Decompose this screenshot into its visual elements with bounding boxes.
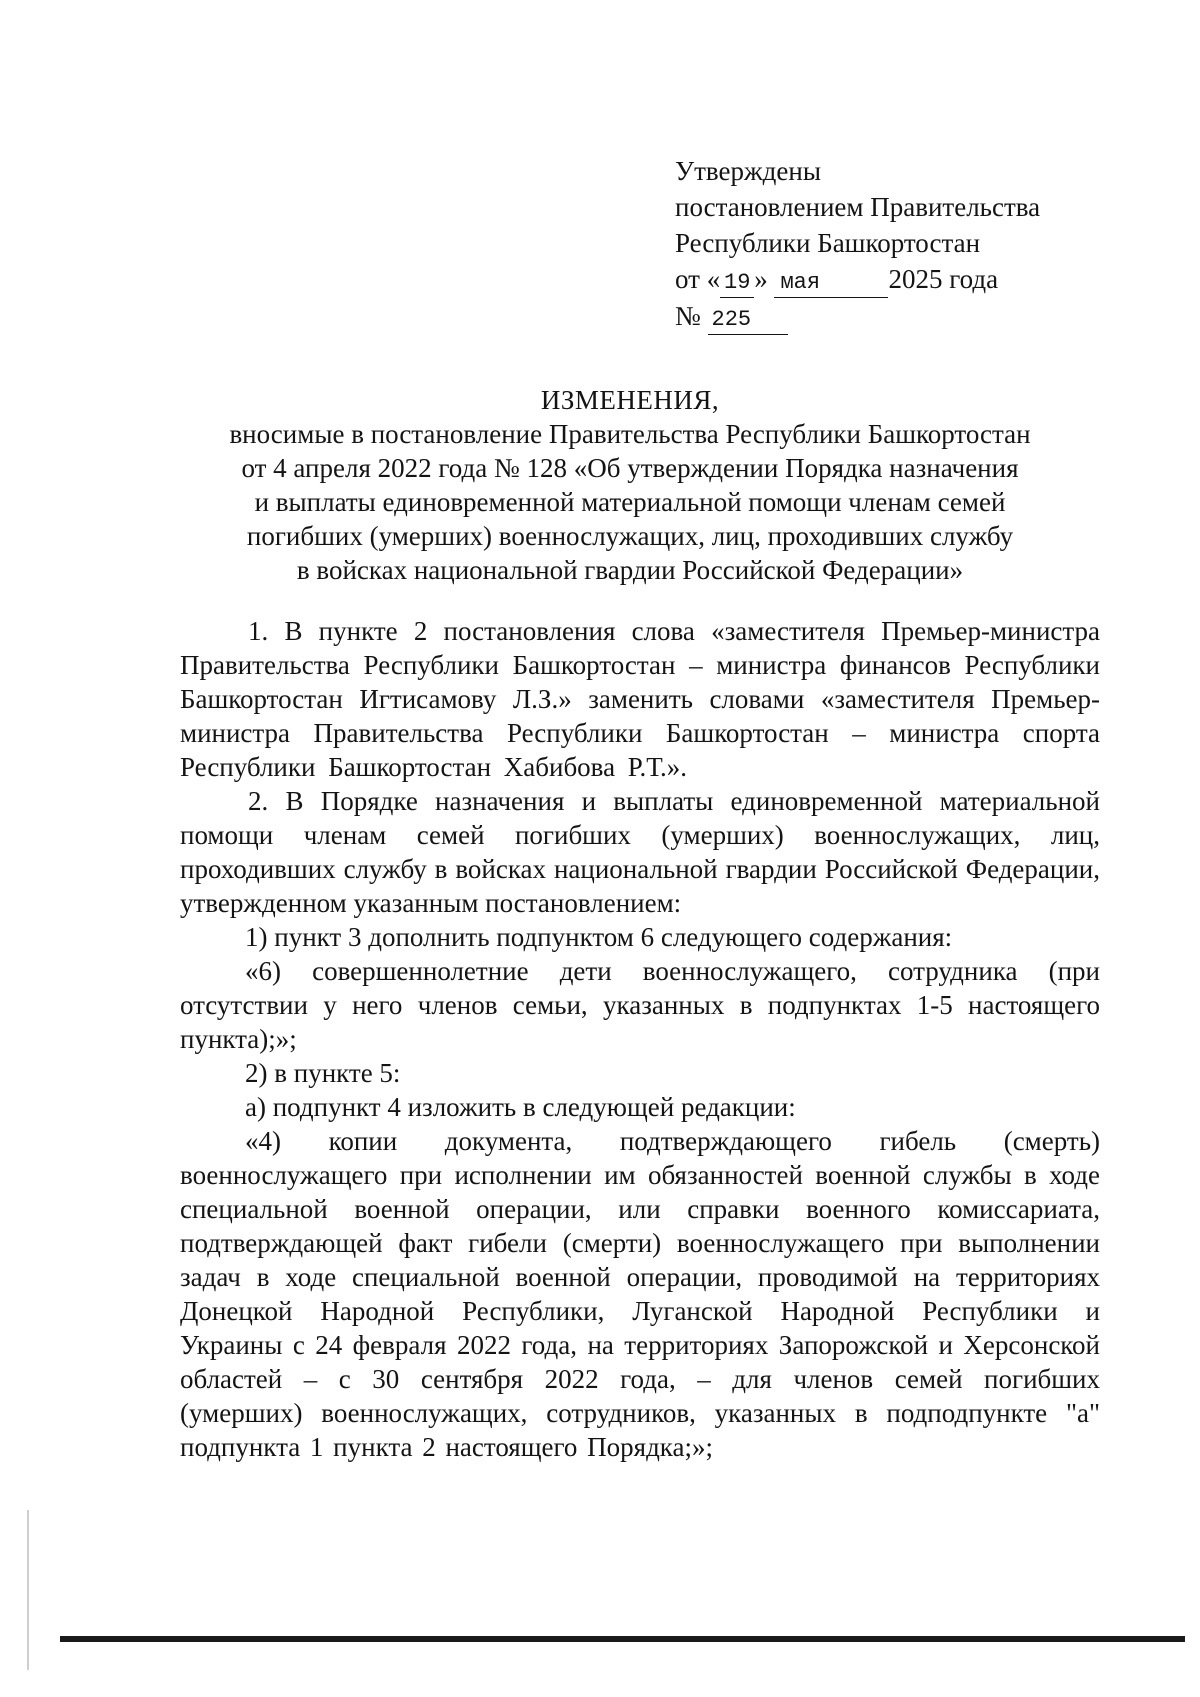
title-line-5: в войсках национальной гвардии Российской Федерации» bbox=[296, 555, 964, 585]
approval-number bbox=[675, 298, 1115, 335]
paragraph-2: 2. В Порядке назначения и выплаты единовременной материальной помощи членам семей погибших (умерших) военнослужащих, лиц, проходивших службу в войсках национальной гвардии Российской Федерации, утвержденном указанным постановлением: bbox=[180, 786, 1100, 918]
paragraph-5: 2) в пункте 5: bbox=[245, 1058, 401, 1088]
approval-block bbox=[675, 153, 1115, 335]
approval-line-1: Утверждены bbox=[675, 156, 821, 186]
paragraph-7: «4) копии документа, подтверждающего гибель (смерть) военнослужащего при исполнении им обязанностей военной службы в ходе специальной военной операции, или справки военного комиссариата, подтверждающей факт гибели (смерти) военнослужащего при выполнении задач в ходе специальной военной операции, проводимой на территориях Донецкой Народной Республики, Луганской Народной Республики и Украины с 24 февраля 2022 года, на территориях Запорожской и Херсонской областей – с 30 сентября 2022 года, – для членов семей погибших (умерших) военнослужащих, сотрудников, указанных в подподпункте "а" подпункта 1 пункта 2 настоящего Порядка;»; bbox=[180, 1126, 1100, 1462]
date-day: 19 bbox=[720, 269, 754, 298]
title-line-3: и выплаты единовременной материальной помощи членам семей bbox=[254, 487, 1006, 517]
document-body bbox=[180, 614, 1100, 1464]
title-line-2: от 4 апреля 2022 года № 128 «Об утверждении Порядка назначения bbox=[241, 453, 1019, 483]
approval-line-3: Республики Башкортостан bbox=[675, 228, 981, 258]
approval-line-2: постановлением Правительства bbox=[675, 192, 1041, 222]
title-heading: ИЗМЕНЕНИЯ, bbox=[540, 385, 720, 415]
number-prefix: № bbox=[675, 301, 701, 331]
date-prefix: от « bbox=[675, 264, 721, 294]
date-year: 2025 года bbox=[888, 264, 999, 294]
approval-number-value: 225 bbox=[708, 306, 788, 335]
document-title bbox=[190, 383, 1070, 587]
title-line-4: погибших (умерших) военнослужащих, лиц, проходивших службу bbox=[246, 521, 1014, 551]
scan-artifact-line bbox=[27, 1510, 29, 1670]
paragraph-1: 1. В пункте 2 постановления слова «заместителя Премьер-министра Правительства Республики Башкортостан – министра финансов Республики Башкортостан Игтисамову Л.З.» заменить словами «заместителя Премьер-министра Правительства Республики Башкортостан – министра спорта Республики Башкортостан Хабибова Р.Т.». bbox=[180, 616, 1100, 782]
date-mid: » bbox=[754, 264, 768, 294]
paragraph-6: а) подпункт 4 изложить в следующей редакции: bbox=[245, 1092, 796, 1122]
bottom-scan-edge bbox=[60, 1636, 1185, 1642]
title-line-1: вносимые в постановление Правительства Республики Башкортостан bbox=[229, 419, 1031, 449]
approval-date bbox=[675, 261, 1115, 298]
paragraph-3: 1) пункт 3 дополнить подпунктом 6 следующего содержания: bbox=[245, 922, 953, 952]
date-month: мая bbox=[774, 269, 888, 298]
paragraph-4: «6) совершеннолетние дети военнослужащего, сотрудника (при отсутствии у него членов семьи, указанных в подпунктах 1-5 настоящего пункта);»; bbox=[180, 956, 1100, 1054]
